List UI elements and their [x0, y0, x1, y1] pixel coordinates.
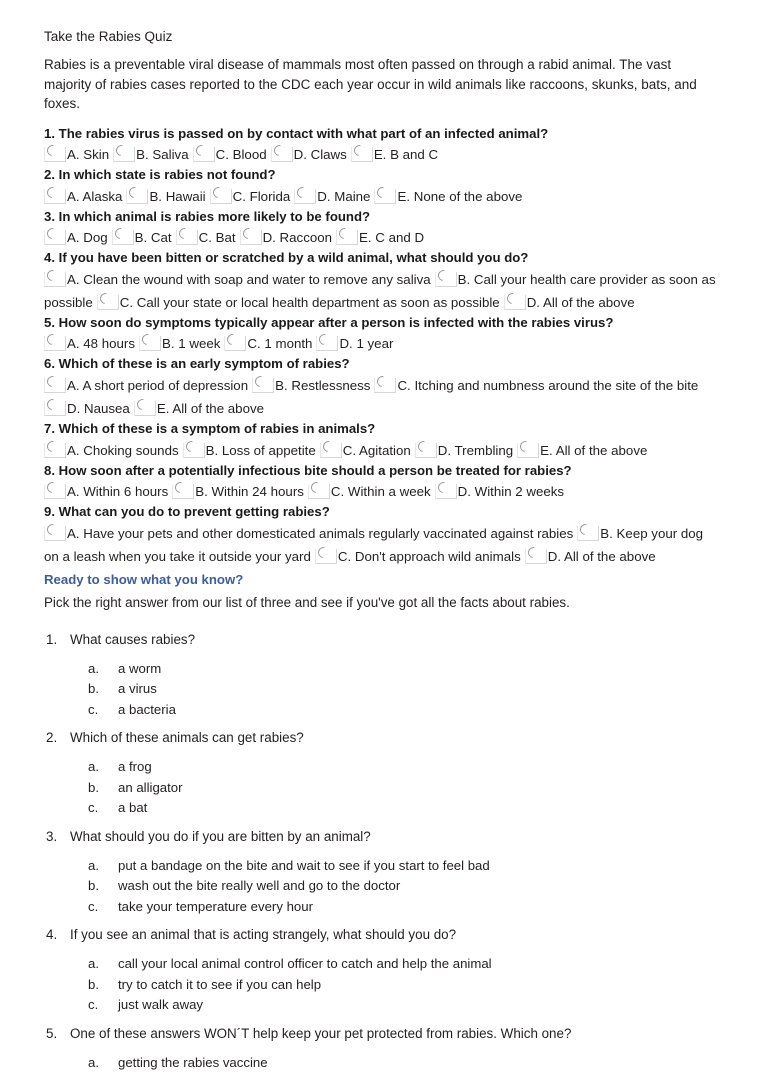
practice-answer-text: put a bandage on the bite and wait to see if you start to feel bad	[118, 857, 490, 873]
quiz-option-label[interactable]: D. Within 2 weeks	[457, 484, 565, 500]
radio-button[interactable]	[351, 147, 373, 162]
practice-answer-text: take your temperature every hour	[118, 898, 313, 914]
radio-button[interactable]	[44, 272, 66, 287]
radio-button[interactable]	[435, 272, 457, 287]
quiz-option-group	[44, 480, 718, 503]
practice-answer-text: a bacteria	[118, 701, 176, 717]
radio-button[interactable]	[97, 295, 119, 310]
radio-button[interactable]	[44, 189, 66, 204]
practice-answer-letter: c.	[88, 997, 99, 1013]
quiz-option-group	[44, 268, 718, 314]
quiz-question-text: 2. In which state is rabies not found?	[44, 167, 276, 183]
practice-answer-list	[44, 757, 718, 819]
practice-answer-text: try to catch it to see if you can help	[118, 976, 322, 992]
quiz-question	[44, 314, 718, 356]
quiz-option-label[interactable]: A. Alaska	[67, 188, 123, 204]
radio-button[interactable]	[44, 526, 66, 541]
quiz-option-label[interactable]: B. Cat	[134, 230, 172, 246]
radio-button[interactable]	[336, 230, 358, 245]
practice-answer-row	[44, 778, 718, 799]
page-title: Take the Rabies Quiz	[44, 29, 173, 44]
practice-question-row	[44, 925, 718, 945]
quiz-option-group	[44, 439, 718, 462]
practice-answer-text: call your local animal control officer to catch and help the animal	[118, 956, 492, 972]
practice-question-row	[44, 728, 718, 748]
radio-button[interactable]	[224, 336, 246, 351]
quiz-option-label[interactable]: B. Hawaii	[149, 188, 206, 204]
ready-heading: Ready to show what you know?	[44, 571, 244, 587]
practice-answer-row	[44, 856, 718, 877]
intro-paragraph: Rabies is a preventable viral disease of mammals most often passed on through a rabid animal. The vast majority of rabies cases reported to the CDC each year occur in wild animals like raccoons, skunks, bats, and foxes.	[44, 57, 697, 111]
quiz-question-text: 6. Which of these is an early symptom of rabies?	[44, 356, 350, 372]
practice-question	[44, 827, 718, 918]
practice-answer-text: getting the rabies vaccine	[118, 1054, 268, 1070]
quiz-option-label[interactable]: C. Florida	[232, 188, 291, 204]
quiz-option-group	[44, 143, 718, 166]
quiz-option-label[interactable]: C. Itching and numbness around the site of the bite	[397, 378, 699, 394]
practice-answer-row	[44, 995, 718, 1016]
practice-question	[44, 630, 718, 721]
radio-button[interactable]	[44, 401, 66, 416]
radio-button[interactable]	[240, 230, 262, 245]
quiz-option-label[interactable]: B. Restlessness	[275, 378, 371, 394]
quiz-question	[44, 125, 718, 167]
practice-answer-row	[44, 897, 718, 918]
document-content	[44, 27, 718, 1081]
radio-button[interactable]	[315, 549, 337, 564]
quiz-option-group	[44, 226, 718, 249]
practice-answer-text: just walk away	[118, 997, 204, 1013]
practice-answer-text: wash out the bite really well and go to the doctor	[118, 878, 401, 894]
practice-answer-row	[44, 700, 718, 721]
quiz-question-text: 3. In which animal is rabies more likely to be found?	[44, 208, 371, 224]
practice-answer-list	[44, 1053, 718, 1074]
practice-answer-letter: c.	[88, 800, 99, 816]
practice-question-text: What causes rabies?	[70, 631, 196, 647]
quiz-option-label[interactable]: B. Call your health care provider as soon as possible	[44, 271, 716, 310]
quiz-section	[44, 125, 718, 568]
quiz-option-label[interactable]: A. A short period of depression	[67, 378, 249, 394]
practice-answer-text: a bat	[118, 800, 148, 816]
radio-button[interactable]	[504, 295, 526, 310]
practice-answer-row	[44, 757, 718, 778]
quiz-option-label[interactable]: D. 1 year	[339, 336, 394, 352]
quiz-option-label[interactable]: C. Agitation	[342, 442, 411, 458]
quiz-option-label[interactable]: A. Skin	[67, 147, 110, 163]
radio-button[interactable]	[294, 189, 316, 204]
quiz-option-label[interactable]: D. All of the above	[547, 548, 656, 564]
radio-button[interactable]	[271, 147, 293, 162]
practice-answer-letter: c.	[88, 898, 99, 914]
practice-answer-row	[44, 798, 718, 819]
quiz-option-label[interactable]: A. Within 6 hours	[67, 484, 169, 500]
quiz-question	[44, 503, 718, 568]
practice-answer-list	[44, 954, 718, 1016]
practice-answer-letter: b.	[88, 878, 99, 894]
practice-answer-letter: b.	[88, 976, 99, 992]
practice-answer-letter: a.	[88, 1054, 99, 1070]
radio-button[interactable]	[320, 443, 342, 458]
quiz-question	[44, 462, 718, 504]
radio-button[interactable]	[374, 189, 396, 204]
practice-question-text: What should you do if you are bitten by an animal?	[70, 828, 371, 844]
practice-answer-letter: a.	[88, 956, 99, 972]
ready-intro: Pick the right answer from our list of three and see if you've got all the facts about rabies.	[44, 594, 570, 610]
quiz-option-label[interactable]: B. Saliva	[136, 147, 189, 163]
radio-button[interactable]	[374, 378, 396, 393]
radio-button[interactable]	[44, 378, 66, 393]
radio-button[interactable]	[44, 484, 66, 499]
quiz-option-label[interactable]: B. Loss of appetite	[205, 442, 316, 458]
radio-button[interactable]	[134, 401, 156, 416]
practice-answer-text: a worm	[118, 660, 162, 676]
practice-question-list	[44, 630, 718, 1074]
practice-question-row	[44, 630, 718, 650]
quiz-option-label[interactable]: C. 1 month	[247, 336, 313, 352]
quiz-option-group	[44, 374, 718, 420]
quiz-option-label[interactable]: C. Bat	[198, 230, 236, 246]
radio-button[interactable]	[176, 230, 198, 245]
quiz-option-group	[44, 522, 718, 568]
quiz-option-label[interactable]: D. Trembling	[437, 442, 514, 458]
quiz-option-label[interactable]: A. Clean the wound with soap and water to remove any saliva	[67, 271, 431, 287]
quiz-option-label[interactable]: E. C and D	[359, 230, 425, 246]
quiz-question	[44, 249, 718, 314]
quiz-option-label[interactable]: A. Choking sounds	[67, 442, 179, 458]
quiz-option-label[interactable]: E. All of the above	[540, 442, 648, 458]
quiz-option-label[interactable]: A. 48 hours	[67, 336, 136, 352]
practice-question	[44, 925, 718, 1016]
practice-answer-row	[44, 876, 718, 897]
quiz-option-label[interactable]: D. Raccoon	[262, 230, 333, 246]
practice-question-number: 3.	[46, 828, 58, 844]
practice-question	[44, 728, 718, 819]
quiz-question	[44, 208, 718, 250]
practice-answer-row	[44, 679, 718, 700]
quiz-question	[44, 166, 718, 208]
radio-button[interactable]	[316, 336, 338, 351]
radio-button[interactable]	[172, 484, 194, 499]
radio-button[interactable]	[126, 189, 148, 204]
practice-answer-row	[44, 954, 718, 975]
quiz-option-label[interactable]: B. 1 week	[162, 336, 221, 352]
radio-button[interactable]	[252, 378, 274, 393]
quiz-option-label[interactable]: D. Maine	[317, 188, 371, 204]
radio-button[interactable]	[139, 336, 161, 351]
radio-button[interactable]	[113, 147, 135, 162]
practice-question-number: 1.	[46, 631, 58, 647]
practice-answer-row	[44, 1053, 718, 1074]
quiz-option-label[interactable]: D. All of the above	[526, 294, 635, 310]
quiz-option-label[interactable]: E. None of the above	[397, 188, 523, 204]
practice-question	[44, 1024, 718, 1074]
quiz-option-label[interactable]: C. Blood	[215, 147, 267, 163]
practice-question-text: One of these answers WON´T help keep your pet protected from rabies. Which one?	[70, 1025, 572, 1041]
quiz-option-label[interactable]: C. Within a week	[330, 484, 431, 500]
radio-button[interactable]	[44, 336, 66, 351]
practice-question-number: 4.	[46, 927, 58, 943]
quiz-question-text: 1. The rabies virus is passed on by contact with what part of an infected animal?	[44, 125, 549, 141]
quiz-option-group	[44, 332, 718, 355]
quiz-option-label[interactable]: A. Have your pets and other domesticated animals regularly vaccinated against rabies	[67, 525, 574, 541]
practice-answer-text: an alligator	[118, 779, 183, 795]
quiz-option-label[interactable]: B. Within 24 hours	[195, 484, 304, 500]
quiz-question	[44, 355, 718, 420]
practice-question-number: 5.	[46, 1025, 58, 1041]
quiz-option-label[interactable]: C. Call your state or local health department as soon as possible	[119, 294, 500, 310]
quiz-question	[44, 420, 718, 462]
practice-answer-list	[44, 856, 718, 918]
radio-button[interactable]	[44, 230, 66, 245]
quiz-option-label[interactable]: B. Keep your dog on a leash when you take it outside your yard	[44, 525, 704, 564]
quiz-option-label[interactable]: C. Don't approach wild animals	[337, 548, 521, 564]
practice-answer-letter: a.	[88, 660, 99, 676]
radio-button[interactable]	[112, 230, 134, 245]
quiz-option-label[interactable]: E. B and C	[373, 147, 439, 163]
practice-question-row	[44, 1024, 718, 1044]
practice-answer-row	[44, 975, 718, 996]
practice-question-number: 2.	[46, 730, 58, 746]
practice-answer-letter: c.	[88, 701, 99, 717]
radio-button[interactable]	[44, 147, 66, 162]
quiz-question-text: 4. If you have been bitten or scratched by a wild animal, what should you do?	[44, 250, 529, 266]
practice-answer-letter: b.	[88, 779, 99, 795]
practice-question-row	[44, 827, 718, 847]
practice-question-text: If you see an animal that is acting strangely, what should you do?	[70, 927, 457, 943]
quiz-option-label[interactable]: E. All of the above	[156, 401, 265, 417]
radio-button[interactable]	[525, 549, 547, 564]
quiz-question-text: 7. Which of these is a symptom of rabies in animals?	[44, 421, 376, 437]
practice-answer-letter: b.	[88, 681, 99, 697]
practice-answer-text: a frog	[118, 759, 152, 775]
radio-button[interactable]	[415, 443, 437, 458]
quiz-question-text: 9. What can you do to prevent getting rabies?	[44, 504, 330, 520]
radio-button[interactable]	[183, 443, 205, 458]
radio-button[interactable]	[435, 484, 457, 499]
quiz-question-text: 5. How soon do symptoms typically appear after a person is infected with the rabies virus?	[44, 314, 614, 330]
practice-question-text: Which of these animals can get rabies?	[70, 730, 304, 746]
practice-answer-letter: a.	[88, 857, 99, 873]
practice-answer-text: a virus	[118, 681, 157, 697]
radio-button[interactable]	[577, 526, 599, 541]
practice-answer-row	[44, 659, 718, 680]
radio-button[interactable]	[44, 443, 66, 458]
radio-button[interactable]	[193, 147, 215, 162]
quiz-option-label[interactable]: D. Claws	[293, 147, 347, 163]
quiz-option-group	[44, 185, 718, 208]
radio-button[interactable]	[210, 189, 232, 204]
radio-button[interactable]	[308, 484, 330, 499]
quiz-question-text: 8. How soon after a potentially infectious bite should a person be treated for rabies?	[44, 462, 572, 478]
quiz-option-label[interactable]: D. Nausea	[67, 401, 130, 417]
radio-button[interactable]	[517, 443, 539, 458]
practice-answer-list	[44, 659, 718, 721]
practice-answer-letter: a.	[88, 759, 99, 775]
quiz-option-label[interactable]: A. Dog	[67, 230, 108, 246]
